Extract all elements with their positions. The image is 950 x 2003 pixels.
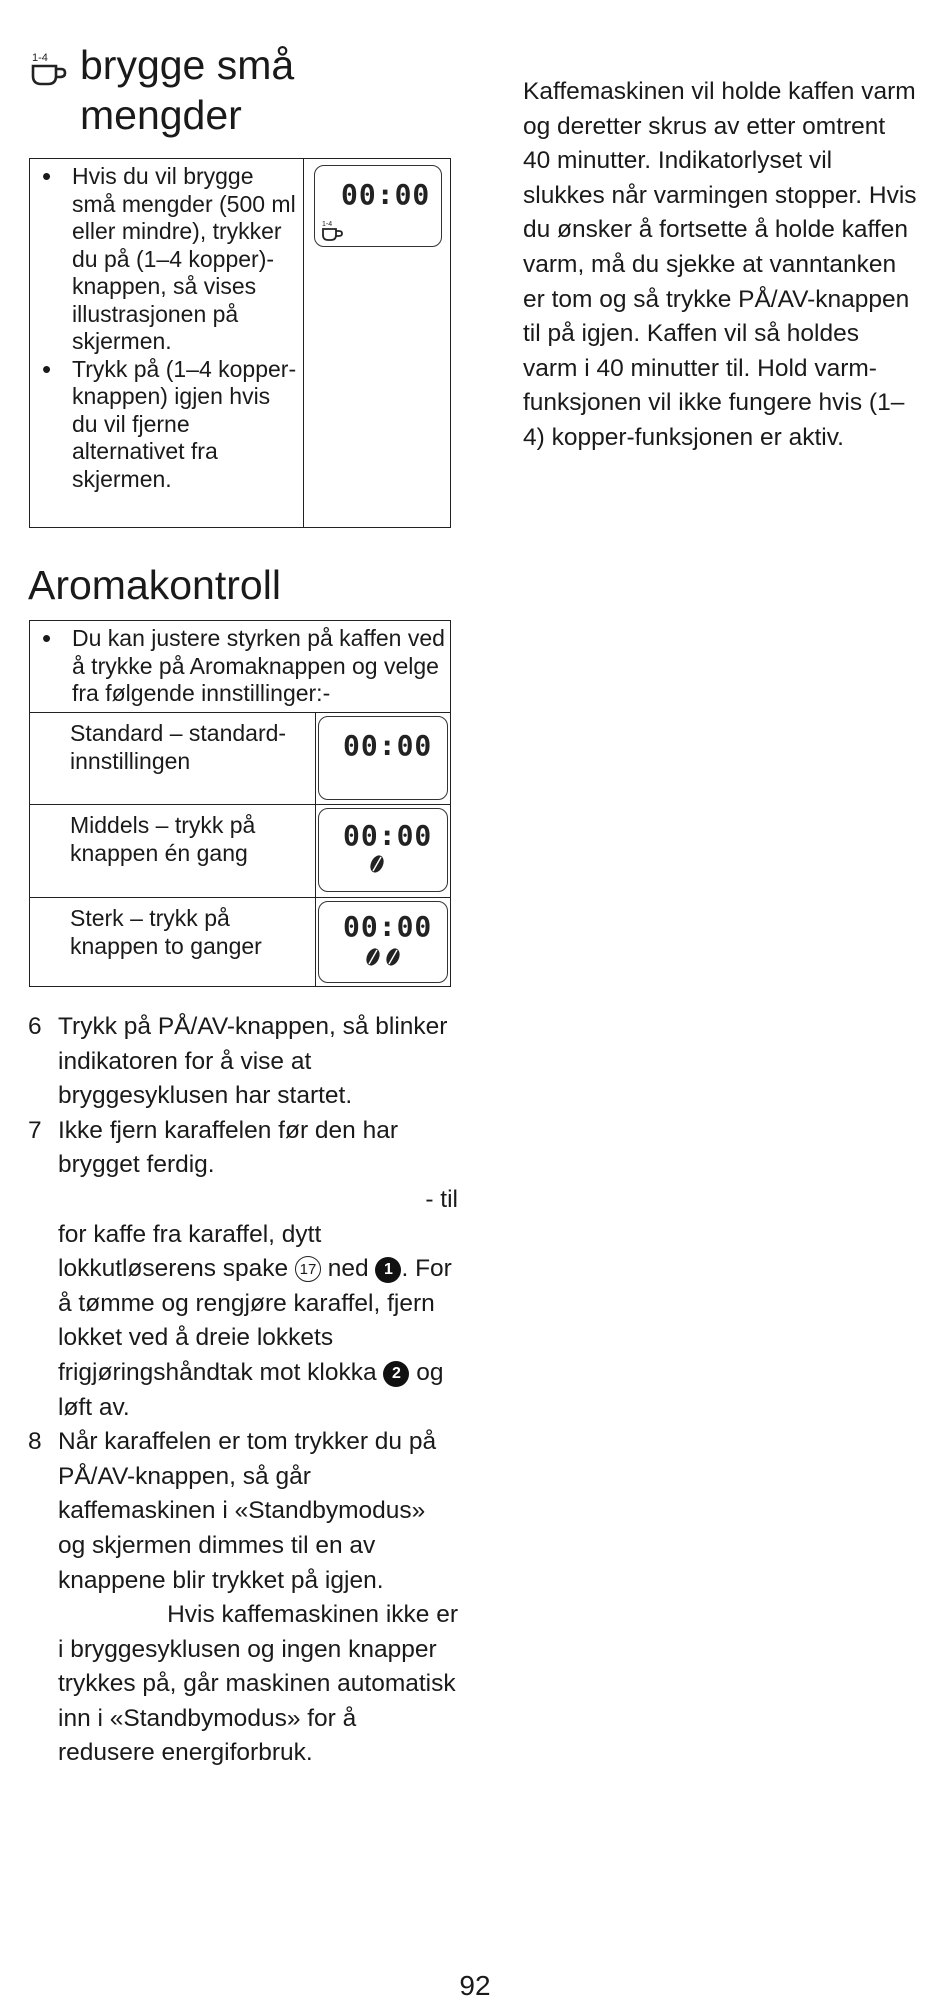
display-cell <box>304 159 451 528</box>
step-6 <box>28 1010 458 1114</box>
aroma-display-cell <box>316 897 451 986</box>
coffee-maker-display <box>314 165 442 247</box>
display-time: 00:00 <box>343 818 433 852</box>
step-text: Ikke fjern karaffelen før den har brygget ferdig. <box>58 1116 398 1179</box>
steps-list <box>28 1010 458 1771</box>
step-7-lift: og løft av. <box>58 1358 444 1421</box>
title-line-2: mengder <box>80 92 242 138</box>
step-number: 7 <box>28 1116 42 1144</box>
step-7-pour-a: for kaffe fra karaffel, dytt lokkutløserens spake <box>58 1220 322 1283</box>
cup-1-4-icon <box>30 50 74 90</box>
page-number: 92 <box>459 1970 491 2001</box>
aroma-intro: • Du kan justere styrken på kaffen ved å trykke på Aromaknappen og velge fra følgende innstillinger:- <box>30 625 446 708</box>
aroma-label-middels: Middels – trykk på knappen én gang <box>70 811 256 866</box>
bullet-item: • Trykk på (1–4 kopper-knappen) igjen hvis du vil fjerne alternativet fra skjermen. <box>30 356 299 494</box>
step-number: 6 <box>28 1013 42 1040</box>
aroma-label-sterk: Sterk – trykk på knappen to ganger <box>70 904 262 959</box>
step-number: 8 <box>28 1428 42 1456</box>
aroma-table <box>29 620 451 987</box>
step-8-note-b: i bryggesyklusen og ingen knapper trykkes på, går maskinen automatisk inn i «Standbymodus» for å redusere energiforbruk. <box>58 1635 456 1767</box>
step-7-pour-b: ned <box>327 1255 369 1283</box>
section-title-aroma: Aromakontroll <box>28 562 281 608</box>
step-7 <box>28 1114 458 1425</box>
step-7-clean: For å tømme og rengjøre karaffel, fjern lokket ved å dreie lokkets frigjøringshåndtak mot klokka <box>58 1255 452 1386</box>
aroma-row-sterk <box>30 897 316 986</box>
aroma-row-middels <box>30 804 316 897</box>
step-8 <box>28 1425 458 1771</box>
display-time: 00:00 <box>343 909 433 943</box>
aroma-display-cell <box>316 712 451 804</box>
aroma-display-cell <box>316 804 451 897</box>
display-time: 00:00 <box>343 728 433 762</box>
coffee-bean-icon <box>383 946 403 974</box>
aroma-label-standard: Standard – standard-innstillingen <box>70 719 287 774</box>
svg-text:1-4: 1-4 <box>32 52 48 64</box>
aroma-intro-cell <box>30 621 451 713</box>
ref-1-icon: 1 <box>375 1257 401 1283</box>
cup-1-4-display-icon <box>321 218 347 249</box>
keep-warm-paragraph: Kaffemaskinen vil holde kaffen varm og deretter skrus av etter omtrent 40 minutter. Indikatorlyset vil slukkes når varmingen stopper. Hvis du ønsker å fortsette å holde kaffen varm, må du sjekke at vanntanken er tom og så trykke PÅ/AV-knappen til på igjen. Kaffen vil så holdes varm i 40 minutter til. Hold varm-funksjonen vil ikke fungere hvis (1–4) kopper-funksjonen er aktiv. <box>523 78 917 451</box>
aroma-display-sterk <box>318 901 448 983</box>
aroma-display-middels <box>318 808 448 892</box>
svg-text:1-4: 1-4 <box>322 221 333 228</box>
bullet-item: • Hvis du vil brygge små mengder (500 ml eller mindre), trykker du på (1–4 kopper)-knappen, så vises illustrasjonen på skjermen. <box>30 163 299 356</box>
title-line-1: brygge små <box>80 42 295 88</box>
small-amounts-instructions <box>30 159 304 528</box>
section-title-small-amounts <box>30 40 460 140</box>
ref-2-icon: 2 <box>383 1361 409 1387</box>
ref-17-icon: 17 <box>295 1256 321 1282</box>
small-amounts-table <box>29 158 451 528</box>
step-8-note-a: Hvis kaffemaskinen ikke er <box>167 1601 458 1629</box>
aroma-row-standard <box>30 712 316 804</box>
step-7-til: - til <box>425 1185 458 1213</box>
aroma-display-standard <box>318 716 448 800</box>
step-text: Trykk på PÅ/AV-knappen, så blinker indikatoren for å vise at bryggesyklusen har startet. <box>58 1013 448 1110</box>
coffee-bean-icon <box>363 946 383 974</box>
coffee-bean-icon <box>367 853 387 881</box>
step-text: Når karaffelen er tom trykker du på PÅ/AV-knappen, så går kaffemaskinen i «Standbymodus» og skjermen dimmes til en av knappene blir trykket på igjen. <box>58 1428 437 1594</box>
step-7-pour-text: for kaffe fra karaffel, dytt lokkutløserens spake 17 ned 1 . For å tømme og rengjøre karaffel, fjern lokket ved å dreie lokkets frigjøringshåndtak mot klokka 2 og løft av. <box>58 1220 452 1421</box>
display-time: 00:00 <box>341 178 431 211</box>
